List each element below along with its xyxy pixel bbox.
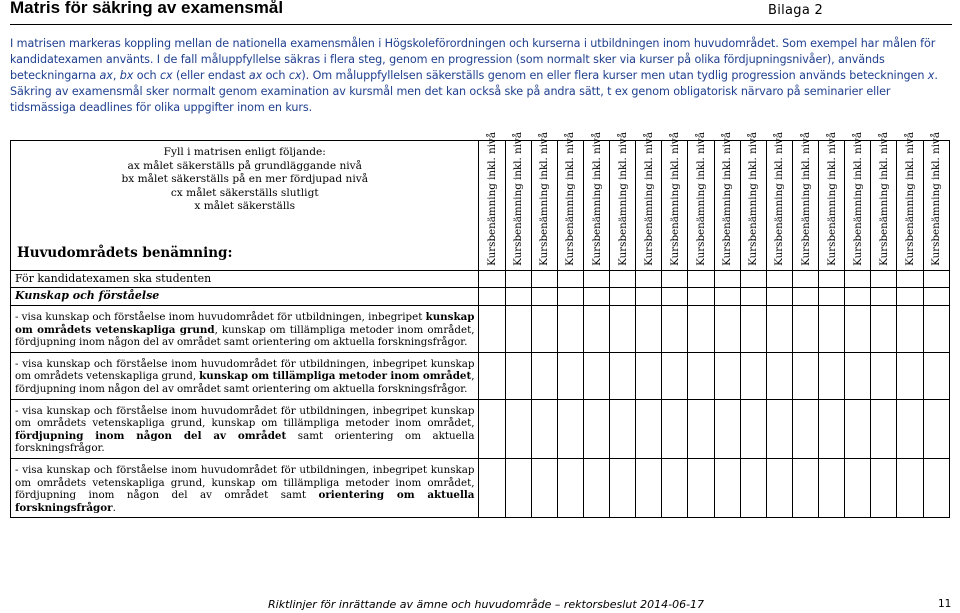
- matrix-cell[interactable]: [479, 288, 505, 306]
- course-column-label: Kursbenämning inkl. nivå: [773, 132, 786, 266]
- intro-text-4: . Säkring av examensmål sker normalt genom examination av kursmål men det kan också ske på andra sätt, t ex genom obligatorisk närvaro på seminarier eller tidsmässiga deadlines för olika uppgifter inom en kurs.: [10, 69, 938, 114]
- matrix-cell[interactable]: [740, 306, 766, 353]
- matrix-cell[interactable]: [636, 352, 662, 399]
- matrix-cell[interactable]: [688, 458, 714, 517]
- course-column-label: Kursbenämning inkl. nivå: [877, 132, 890, 266]
- matrix-cell[interactable]: [557, 458, 583, 517]
- matrix-cell[interactable]: [636, 288, 662, 306]
- matrix-cell[interactable]: [792, 399, 818, 458]
- intro-text-2: (eller endast: [172, 69, 249, 82]
- course-column-header: [766, 132, 792, 271]
- course-column-header: [923, 132, 949, 271]
- intro-code-cx-2: cx: [288, 69, 302, 82]
- matrix-cell[interactable]: [505, 306, 531, 353]
- matrix-cell[interactable]: [923, 399, 949, 458]
- matrix-cell[interactable]: [688, 271, 714, 288]
- assessment-matrix-table: [10, 132, 950, 518]
- matrix-cell[interactable]: [897, 458, 923, 517]
- matrix-cell[interactable]: [505, 271, 531, 288]
- matrix-cell[interactable]: [636, 306, 662, 353]
- course-column-label: Kursbenämning inkl. nivå: [590, 132, 603, 266]
- intro-och-2: och: [262, 69, 289, 82]
- section-subtitle-row: [11, 288, 950, 306]
- course-column-label: Kursbenämning inkl. nivå: [512, 132, 525, 266]
- course-column-label: Kursbenämning inkl. nivå: [825, 132, 838, 266]
- legend-line: bx målet säkerställs på en mer fördjupad nivå: [121, 173, 369, 185]
- intro-paragraph: [10, 36, 952, 116]
- matrix-cell[interactable]: [583, 458, 609, 517]
- page-footer: [0, 598, 960, 612]
- matrix-cell[interactable]: [610, 399, 636, 458]
- criterion-row: [11, 458, 950, 517]
- course-column-label: Kursbenämning inkl. nivå: [486, 132, 499, 266]
- course-column-label: Kursbenämning inkl. nivå: [721, 132, 734, 266]
- matrix-cell[interactable]: [714, 306, 740, 353]
- matrix-cell[interactable]: [505, 288, 531, 306]
- header-divider: [10, 24, 952, 25]
- matrix-cell[interactable]: [766, 352, 792, 399]
- course-column-header: [662, 132, 688, 271]
- matrix-cell[interactable]: [636, 458, 662, 517]
- matrix-cell[interactable]: [505, 458, 531, 517]
- criterion-text-pre: - visa kunskap och förståelse inom huvudområdet för utbildningen, inbegripet: [15, 311, 426, 323]
- matrix-cell[interactable]: [636, 271, 662, 288]
- course-column-header: [871, 132, 897, 271]
- matrix-cell[interactable]: [688, 306, 714, 353]
- appendix-label: Bilaga 2: [768, 3, 824, 18]
- course-column-label: Kursbenämning inkl. nivå: [538, 132, 551, 266]
- matrix-cell[interactable]: [714, 288, 740, 306]
- matrix-cell[interactable]: [557, 399, 583, 458]
- legend-cell: [11, 141, 479, 271]
- matrix-cell[interactable]: [792, 288, 818, 306]
- legend-line: x målet säkerställs: [194, 200, 296, 212]
- matrix-cell[interactable]: [557, 306, 583, 353]
- matrix-cell[interactable]: [714, 399, 740, 458]
- intro-och: och: [133, 69, 160, 82]
- course-column-label: Kursbenämning inkl. nivå: [747, 132, 760, 266]
- intro-code-ax-2: ax: [248, 69, 263, 82]
- course-column-header: [636, 132, 662, 271]
- matrix-cell[interactable]: [923, 458, 949, 517]
- footer-text: Riktlinjer för inrättande av ämne och huvudområde – rektorsbeslut 2014-06-17: [268, 598, 705, 611]
- matrix-cell[interactable]: [714, 352, 740, 399]
- course-column-header: [714, 132, 740, 271]
- criterion-text-emphasis: orientering om aktuella forskningsfrågor: [15, 489, 475, 514]
- criterion-text-post: , kunskap om tillämpliga metoder inom området, fördjupning inom någon del av området samt orientering om aktuella forskningsfrågor.: [15, 323, 475, 349]
- matrix-cell[interactable]: [583, 288, 609, 306]
- criterion-text: [11, 458, 479, 517]
- matrix-cell[interactable]: [792, 306, 818, 353]
- matrix-cell[interactable]: [792, 458, 818, 517]
- matrix-cell[interactable]: [871, 399, 897, 458]
- intro-code-ax: ax: [99, 69, 113, 82]
- matrix-cell[interactable]: [557, 352, 583, 399]
- matrix-cell[interactable]: [583, 271, 609, 288]
- course-column-label: Kursbenämning inkl. nivå: [930, 132, 943, 266]
- matrix-cell[interactable]: [923, 288, 949, 306]
- criterion-text-emphasis: kunskap om tillämpliga metoder inom området: [199, 370, 472, 383]
- criterion-text: [11, 399, 479, 458]
- course-column-header: [688, 132, 714, 271]
- matrix-cell[interactable]: [479, 271, 505, 288]
- intro-comma: ,: [112, 69, 120, 82]
- matrix-cell[interactable]: [819, 271, 845, 288]
- course-column-header: [792, 132, 818, 271]
- matrix-cell[interactable]: [557, 271, 583, 288]
- course-column-label: Kursbenämning inkl. nivå: [616, 132, 629, 266]
- section-title-row: [11, 271, 950, 288]
- matrix-cell[interactable]: [583, 306, 609, 353]
- matrix-header-row: [11, 141, 950, 271]
- criterion-row: [11, 352, 950, 399]
- course-column-label: Kursbenämning inkl. nivå: [695, 132, 708, 266]
- matrix-cell[interactable]: [845, 399, 871, 458]
- matrix-cell[interactable]: [740, 288, 766, 306]
- matrix-cell[interactable]: [819, 352, 845, 399]
- matrix-cell[interactable]: [662, 458, 688, 517]
- page-title: Matris för säkring av examensmål: [10, 0, 284, 17]
- course-column-header: [479, 132, 505, 271]
- section-subtitle: Kunskap och förståelse: [11, 288, 479, 306]
- matrix-cell[interactable]: [897, 352, 923, 399]
- matrix-cell[interactable]: [688, 288, 714, 306]
- matrix-cell[interactable]: [871, 306, 897, 353]
- page-header: [10, 0, 952, 20]
- matrix-cell[interactable]: [897, 306, 923, 353]
- matrix-cell[interactable]: [871, 458, 897, 517]
- matrix-cell[interactable]: [531, 399, 557, 458]
- criterion-row: [11, 399, 950, 458]
- course-column-label: Kursbenämning inkl. nivå: [799, 132, 812, 266]
- legend-line: ax målet säkerställs på grundläggande nivå: [127, 159, 362, 172]
- matrix-cell[interactable]: [845, 306, 871, 353]
- course-column-header: [557, 132, 583, 271]
- course-column-header: [845, 132, 871, 271]
- matrix-cell[interactable]: [897, 271, 923, 288]
- course-column-header: [897, 132, 923, 271]
- matrix-cell[interactable]: [819, 306, 845, 353]
- matrix-cell[interactable]: [662, 352, 688, 399]
- matrix-cell[interactable]: [766, 271, 792, 288]
- criterion-text-post: .: [112, 501, 116, 514]
- legend-line: Fyll i matrisen enligt följande:: [163, 146, 326, 158]
- criterion-text-pre: - visa kunskap och förståelse inom huvudområdet för utbildningen, inbegripet kunskap om områdets vetenskapliga grund,: [15, 357, 475, 383]
- matrix-cell[interactable]: [583, 352, 609, 399]
- section-title: För kandidatexamen ska studenten: [11, 271, 479, 288]
- criterion-text: [11, 306, 479, 353]
- matrix-cell[interactable]: [740, 458, 766, 517]
- matrix-cell[interactable]: [662, 399, 688, 458]
- course-column-header: [819, 132, 845, 271]
- matrix-cell[interactable]: [531, 352, 557, 399]
- page-number: 11: [938, 598, 952, 610]
- criterion-text-emphasis: kunskap om områdets vetenskapliga grund: [15, 311, 475, 336]
- matrix-cell[interactable]: [845, 288, 871, 306]
- course-column-label: Kursbenämning inkl. nivå: [668, 132, 681, 266]
- matrix-cell[interactable]: [819, 458, 845, 517]
- course-column-label: Kursbenämning inkl. nivå: [642, 132, 655, 266]
- matrix-cell[interactable]: [610, 271, 636, 288]
- course-column-header: [583, 132, 609, 271]
- course-column-label: Kursbenämning inkl. nivå: [904, 132, 917, 266]
- matrix-cell[interactable]: [610, 352, 636, 399]
- matrix-cell[interactable]: [792, 352, 818, 399]
- criterion-text-pre: - visa kunskap och förståelse inom huvudområdet för utbildningen, inbegripet kunskap om områdets vetenskapliga grund, kunskap om tillämpliga metoder inom området, fördjupning inom någon del av området samt: [15, 463, 475, 502]
- criterion-row: [11, 306, 950, 353]
- intro-text-1: I matrisen markeras koppling mellan de nationella examensmålen i Högskoleförordningen och kurserna i utbildningen inom huvudområdet. Som exempel har målen för kandidatexamen använts. I de fall måluppfyllelse säkras i flera steg, genom en progression (som normalt sker via kurser på olika fördjupningsnivåer), används beteckningarna: [10, 37, 936, 82]
- matrix-cell[interactable]: [610, 288, 636, 306]
- matrix-cell[interactable]: [871, 271, 897, 288]
- matrix-cell[interactable]: [688, 352, 714, 399]
- legend-line: cx målet säkerställs slutligt: [170, 186, 319, 199]
- matrix-cell[interactable]: [505, 352, 531, 399]
- matrix-cell[interactable]: [557, 288, 583, 306]
- matrix-cell[interactable]: [923, 306, 949, 353]
- matrix-cell[interactable]: [479, 352, 505, 399]
- matrix-cell[interactable]: [531, 306, 557, 353]
- matrix-cell[interactable]: [662, 288, 688, 306]
- matrix-cell[interactable]: [766, 458, 792, 517]
- intro-code-cx: cx: [159, 69, 173, 82]
- matrix-cell[interactable]: [662, 306, 688, 353]
- criterion-text-emphasis: fördjupning inom någon del av området: [15, 429, 287, 442]
- matrix-cell[interactable]: [792, 271, 818, 288]
- course-column-header: [610, 132, 636, 271]
- matrix-cell[interactable]: [531, 458, 557, 517]
- matrix-cell[interactable]: [479, 399, 505, 458]
- matrix-cell[interactable]: [740, 352, 766, 399]
- matrix-cell[interactable]: [871, 352, 897, 399]
- matrix-cell[interactable]: [714, 271, 740, 288]
- matrix-cell[interactable]: [636, 399, 662, 458]
- criterion-text-post: , fördjupning inom någon del av området samt orientering om aktuella forskningsfrågor.: [15, 370, 475, 395]
- matrix-cell[interactable]: [583, 399, 609, 458]
- main-area-heading: Huvudområdets benämning:: [17, 244, 233, 261]
- matrix-cell[interactable]: [819, 288, 845, 306]
- criterion-text: [11, 352, 479, 399]
- matrix-cell[interactable]: [505, 399, 531, 458]
- matrix-cell[interactable]: [871, 288, 897, 306]
- matrix-cell[interactable]: [610, 306, 636, 353]
- matrix-cell[interactable]: [740, 399, 766, 458]
- matrix-cell[interactable]: [531, 271, 557, 288]
- matrix-cell[interactable]: [766, 288, 792, 306]
- matrix-cell[interactable]: [688, 399, 714, 458]
- matrix-cell[interactable]: [819, 399, 845, 458]
- course-column-label: Kursbenämning inkl. nivå: [851, 132, 864, 266]
- matrix-cell[interactable]: [662, 271, 688, 288]
- matrix-cell[interactable]: [845, 352, 871, 399]
- matrix-cell[interactable]: [531, 288, 557, 306]
- course-column-header: [740, 132, 766, 271]
- matrix-cell[interactable]: [845, 271, 871, 288]
- intro-code-x: x: [927, 69, 935, 82]
- course-column-label: Kursbenämning inkl. nivå: [564, 132, 577, 266]
- matrix-cell[interactable]: [479, 458, 505, 517]
- matrix-cell[interactable]: [610, 458, 636, 517]
- matrix-cell[interactable]: [923, 271, 949, 288]
- matrix-cell[interactable]: [714, 458, 740, 517]
- course-column-header: [505, 132, 531, 271]
- matrix-cell[interactable]: [479, 306, 505, 353]
- intro-text-3: ). Om måluppfyllelsen säkerställs genom en eller flera kurser men utan tydlig progression används beteckningen: [301, 69, 928, 82]
- matrix-cell[interactable]: [897, 288, 923, 306]
- criterion-text-post: samt orientering om aktuella forskningsfrågor.: [15, 429, 475, 455]
- criterion-text-pre: - visa kunskap och förståelse inom huvudområdet för utbildningen, inbegripet kunskap om områdets vetenskapliga grund, kunskap om tillämpliga metoder inom området,: [15, 404, 475, 430]
- matrix-cell[interactable]: [897, 399, 923, 458]
- matrix-cell[interactable]: [766, 306, 792, 353]
- matrix-cell[interactable]: [845, 458, 871, 517]
- course-column-header: [531, 132, 557, 271]
- matrix-cell[interactable]: [766, 399, 792, 458]
- matrix-cell[interactable]: [923, 352, 949, 399]
- matrix-cell[interactable]: [740, 271, 766, 288]
- intro-code-bx: bx: [119, 69, 134, 82]
